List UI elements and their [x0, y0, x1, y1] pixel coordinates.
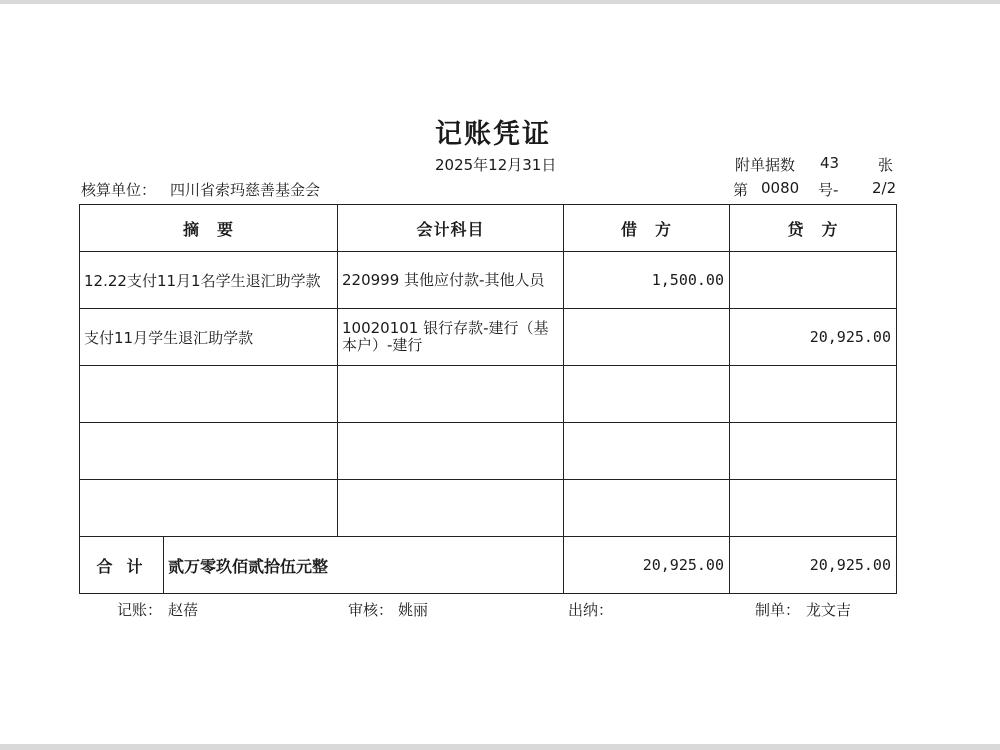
bookkeeper-name: 赵蓓: [168, 601, 199, 619]
reviewer-label: 审核：: [348, 601, 394, 619]
preparer-name: 龙文吉: [806, 601, 852, 619]
bookkeeper-label: 记账：: [117, 601, 163, 619]
preparer-label: 制单：: [755, 601, 801, 619]
table-row: [80, 309, 897, 366]
voucher-title: 记账凭证: [435, 119, 551, 150]
row-debit: [564, 423, 730, 480]
total-summary-cell: [80, 537, 564, 594]
row-credit: [730, 480, 897, 537]
row-summary: [80, 423, 338, 480]
row-debit: 1,500.00: [564, 252, 730, 309]
accounting-unit-label: 核算单位：: [81, 181, 157, 199]
scan-border-bottom: [0, 744, 1000, 750]
header-account: 会计科目: [338, 205, 564, 252]
row-account: [338, 423, 564, 480]
header-summary: 摘 要: [80, 205, 338, 252]
reviewer-name: 姚丽: [398, 601, 429, 619]
voucher-number-prefix: 第: [733, 181, 749, 199]
row-account: 10020101 银行存款-建行（基本户）-建行: [338, 309, 564, 366]
row-account: [338, 366, 564, 423]
voucher-number-suffix: 号-: [818, 181, 839, 199]
voucher-table: [79, 204, 897, 594]
row-debit: [564, 309, 730, 366]
row-account: [338, 480, 564, 537]
table-row: [80, 480, 897, 537]
row-summary: 12.22支付11月1名学生退汇助学款: [80, 252, 338, 309]
total-row: [80, 537, 897, 594]
attachments-label: 附单据数: [735, 156, 796, 174]
cashier-label: 出纳：: [568, 601, 614, 619]
voucher-date: 2025年12月31日: [435, 156, 557, 174]
row-debit: [564, 366, 730, 423]
attachments-unit: 张: [878, 156, 894, 174]
accounting-unit-value: 四川省索玛慈善基金会: [170, 181, 321, 199]
table-header-row: [80, 205, 897, 252]
row-credit: [730, 252, 897, 309]
row-debit: [564, 480, 730, 537]
row-summary: 支付11月学生退汇助学款: [80, 309, 338, 366]
row-credit: [730, 423, 897, 480]
row-summary: [80, 480, 338, 537]
row-summary: [80, 366, 338, 423]
scan-border-top: [0, 0, 1000, 4]
attachments-count: 43: [820, 154, 840, 172]
row-credit: [730, 366, 897, 423]
table-row: [80, 252, 897, 309]
voucher-page-number: 2/2: [872, 179, 897, 197]
total-label: 合计: [80, 537, 164, 593]
header-debit: 借 方: [564, 205, 730, 252]
table-row: [80, 366, 897, 423]
total-credit: 20,925.00: [730, 537, 897, 594]
table-row: [80, 423, 897, 480]
total-amount-words: 贰万零玖佰贰拾伍元整: [168, 556, 329, 576]
total-debit: 20,925.00: [564, 537, 730, 594]
row-credit: 20,925.00: [730, 309, 897, 366]
voucher-number: 0080: [761, 179, 800, 197]
row-account: 220999 其他应付款-其他人员: [338, 252, 564, 309]
header-credit: 贷 方: [730, 205, 897, 252]
